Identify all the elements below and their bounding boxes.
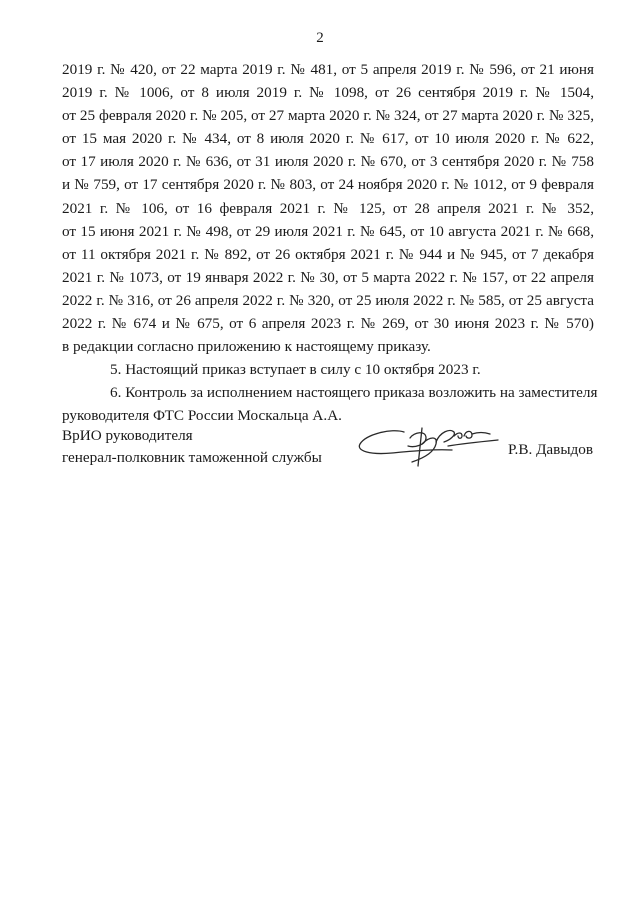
text-line: от 15 мая 2020 г. № 434, от 8 июля 2020 г. № 617, от 10 июля 2020 г. № 622, bbox=[62, 130, 594, 148]
handwritten-signature bbox=[352, 418, 504, 470]
signatory-title-line-2: генерал-полковник таможенной службы bbox=[62, 449, 322, 466]
text-line: 2022 г. № 316, от 26 апреля 2022 г. № 320, от 25 июля 2022 г. № 585, от 25 августа bbox=[62, 291, 594, 309]
signatory-name: Р.В. Давыдов bbox=[508, 441, 594, 458]
text-line: от 15 июня 2021 г. № 498, от 29 июля 2021 г. № 645, от 10 августа 2021 г. № 668, bbox=[62, 222, 594, 240]
clause-5 bbox=[62, 358, 594, 381]
text-line: от 17 июля 2020 г. № 636, от 31 июля 2020 г. № 670, от 3 сентября 2020 г. № 758 bbox=[62, 153, 594, 171]
page-number: 2 bbox=[316, 30, 324, 46]
clause-6 bbox=[62, 381, 598, 427]
signatory-title bbox=[62, 425, 322, 469]
text-line: от 25 февраля 2020 г. № 205, от 27 марта 2020 г. № 324, от 27 марта 2020 г. № 325, bbox=[62, 107, 594, 125]
clause-6-line-2: руководителя ФТС России Москальца А.А. bbox=[62, 407, 342, 425]
text-line: 2022 г. № 674 и № 675, от 6 апреля 2023 г. № 269, от 30 июня 2023 г. № 570) bbox=[62, 315, 594, 333]
text-line: в редакции согласно приложению к настоящему приказу. bbox=[62, 338, 431, 356]
clause-6-line-1: 6. Контроль за исполнением настоящего приказа возложить на заместителя bbox=[110, 384, 598, 402]
document-body bbox=[62, 58, 598, 428]
text-line: 2021 г. № 1073, от 19 января 2022 г. № 30, от 5 марта 2022 г. № 157, от 22 апреля bbox=[62, 268, 594, 286]
clause-5-text: 5. Настоящий приказ вступает в силу с 10 октября 2023 г. bbox=[110, 361, 481, 379]
text-line: и № 759, от 17 сентября 2020 г. № 803, от 24 ноября 2020 г. № 1012, от 9 февраля bbox=[62, 176, 594, 194]
text-line: 2019 г. № 1006, от 8 июля 2019 г. № 1098, от 26 сентября 2019 г. № 1504, bbox=[62, 84, 594, 102]
text-line: 2019 г. № 420, от 22 марта 2019 г. № 481, от 5 апреля 2019 г. № 596, от 21 июня bbox=[62, 61, 594, 78]
signatory-title-line-1: ВрИО руководителя bbox=[62, 427, 193, 444]
text-line: 2021 г. № 106, от 16 февраля 2021 г. № 125, от 28 апреля 2021 г. № 352, bbox=[62, 199, 594, 217]
text-line: от 11 октября 2021 г. № 892, от 26 октября 2021 г. № 944 и № 945, от 7 декабря bbox=[62, 245, 594, 263]
paragraph-continuation bbox=[62, 58, 594, 358]
